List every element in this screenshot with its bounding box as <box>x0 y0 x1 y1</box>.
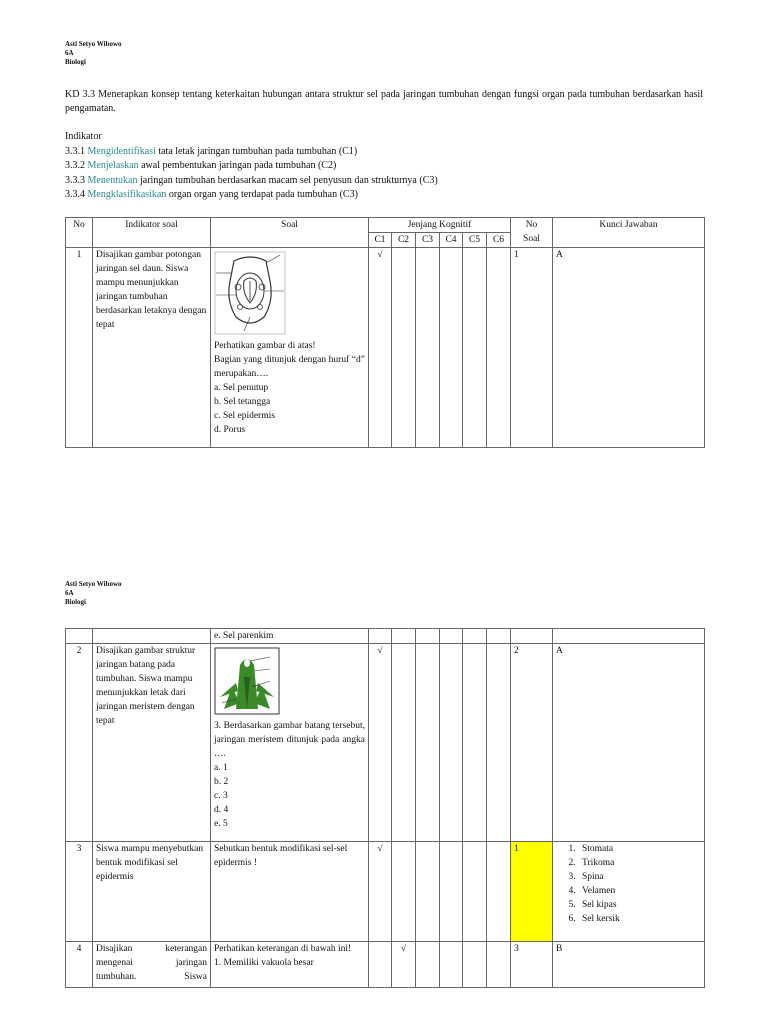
row-indikator: Disajikan gambar potongan jaringan sel daun. Siswa mampu menunjukkan jaringan tumbuhan berdasarkan letaknya dengan tepat <box>93 248 211 448</box>
indicator-item: 3.3.3 Menentukan jaringan tumbuhan berdasarkan macam sel penyusun dan strukturnya (C3) <box>65 174 438 186</box>
row-indikator: Disajikan keterangan mengenai jaringan tumbuhan. Siswa <box>93 942 211 988</box>
indicator-verb: Menentukan <box>87 174 138 186</box>
check-mark: √ <box>392 942 416 988</box>
author-name: Asti Setyo Wibowo <box>65 40 122 48</box>
subject-label: Biologi <box>65 598 87 606</box>
indicator-item: 3.3.4 Mengklasifikasikan organ organ yang terdapat pada tumbuhan (C3) <box>65 189 358 200</box>
level-c2: C2 <box>392 233 416 248</box>
table-row <box>66 644 705 842</box>
table-row <box>66 248 705 448</box>
list-item: 5. Sel kipas <box>578 898 701 912</box>
answer-option: a. Sel penutup <box>214 383 269 393</box>
list-item: 1. Stomata <box>578 842 701 856</box>
row-number: 2 <box>66 644 93 842</box>
row-soal <box>211 248 369 448</box>
answer-option: b. Sel tetangga <box>214 397 271 407</box>
question-table-page2 <box>65 628 705 988</box>
table-row <box>66 629 705 644</box>
indicator-verb: Menjelaskan <box>87 160 139 171</box>
indicator-verb: Mengidentifikasi <box>87 145 156 157</box>
list-item: 4. Velamen <box>578 884 701 898</box>
col-nosoal-header: No Soal <box>511 218 553 248</box>
class-label: 6A <box>65 49 74 57</box>
row-no-soal: 3 <box>511 942 553 988</box>
question-text: Perhatikan gambar di atas! <box>214 341 316 351</box>
question-table-page1 <box>65 217 705 448</box>
row-no-soal: 1 <box>511 248 553 448</box>
list-item: 3. Spina <box>578 870 701 884</box>
row-soal <box>211 644 369 842</box>
row-kunci: A <box>553 644 705 842</box>
answer-option: a. 1 <box>214 763 228 773</box>
author-name: Asti Setyo Wibowo <box>65 580 122 588</box>
answer-option: e. Sel parenkim <box>211 629 369 644</box>
answer-option: c. 3 <box>214 791 228 801</box>
row-no-soal-highlighted: 1 <box>511 842 553 942</box>
col-no-header: No <box>66 218 93 248</box>
list-item: 2. Trikoma <box>578 856 701 870</box>
answer-option: d. 4 <box>214 805 229 815</box>
check-mark: √ <box>369 644 392 842</box>
row-no-soal: 2 <box>511 644 553 842</box>
answer-option: d. Porus <box>214 425 246 435</box>
subject-label: Biologi <box>65 58 87 66</box>
stomata-diagram-image <box>214 251 286 335</box>
col-jenjang-header: Jenjang Kognitif <box>369 218 511 233</box>
indicator-item: 3.3.1 Mengidentifikasi tata letak jaringan tumbuhan pada tumbuhan (C1) <box>65 145 358 157</box>
stem-diagram-image <box>214 647 280 715</box>
question-text: Bagian yang ditunjuk dengan huruf “d” merupakan…. <box>214 355 365 379</box>
class-label: 6A <box>65 589 74 597</box>
answer-option: e. 5 <box>214 819 228 829</box>
row-indikator: Siswa mampu menyebutkan bentuk modifikasi sel epidermis <box>93 842 211 942</box>
question-text: Perhatikan keterangan di bawah ini! <box>214 944 352 954</box>
indicator-title: Indikator <box>65 131 102 142</box>
row-indikator: Disajikan gambar struktur jaringan batang pada tumbuhan. Siswa mampu menunjukkan letak dari jaringan meristem dengan tepat <box>93 644 211 842</box>
level-c1: C1 <box>369 233 392 248</box>
page1-header <box>65 40 122 67</box>
row-number: 1 <box>66 248 93 448</box>
row-number: 4 <box>66 942 93 988</box>
kd-statement: KD 3.3 Menerapkan konsep tentang keterkaitan hubungan antara struktur sel pada jaringan tumbuhan dengan fungsi organ pada tumbuhan berdasarkan hasil pengamatan. <box>65 89 703 114</box>
question-text: 1. Memiliki vakuola besar <box>214 958 314 968</box>
table-row <box>66 942 705 988</box>
col-indikator-header: Indikator soal <box>93 218 211 248</box>
row-kunci <box>553 842 705 942</box>
question-text: 3. Berdasarkan gambar batang tersebut, jaringan meristem ditunjuk pada angka …. <box>214 721 365 759</box>
indicator-item: 3.3.2 Menjelaskan awal pembentukan jaringan pada tumbuhan (C2) <box>65 160 337 171</box>
row-kunci: A <box>553 248 705 448</box>
check-mark: √ <box>369 248 392 448</box>
indicator-block <box>65 130 665 203</box>
level-c4: C4 <box>440 233 463 248</box>
row-soal: Sebutkan bentuk modifikasi sel-sel epidermis ! <box>211 842 369 942</box>
col-kunci-header: Kunci Jawaban <box>553 218 705 248</box>
page2-header <box>65 580 122 607</box>
check-mark: √ <box>369 842 392 942</box>
row-kunci: B <box>553 942 705 988</box>
table-row <box>66 842 705 942</box>
answer-option: b. 2 <box>214 777 229 787</box>
indicator-verb: Mengklasifikasikan <box>87 189 167 200</box>
row-soal <box>211 942 369 988</box>
answer-key-list <box>556 842 701 926</box>
level-c6: C6 <box>487 233 511 248</box>
row-number: 3 <box>66 842 93 942</box>
answer-option: c. Sel epidermis <box>214 411 275 421</box>
list-item: 6. Sel kersik <box>578 912 701 926</box>
level-c5: C5 <box>463 233 487 248</box>
col-soal-header: Soal <box>211 218 369 248</box>
level-c3: C3 <box>416 233 440 248</box>
